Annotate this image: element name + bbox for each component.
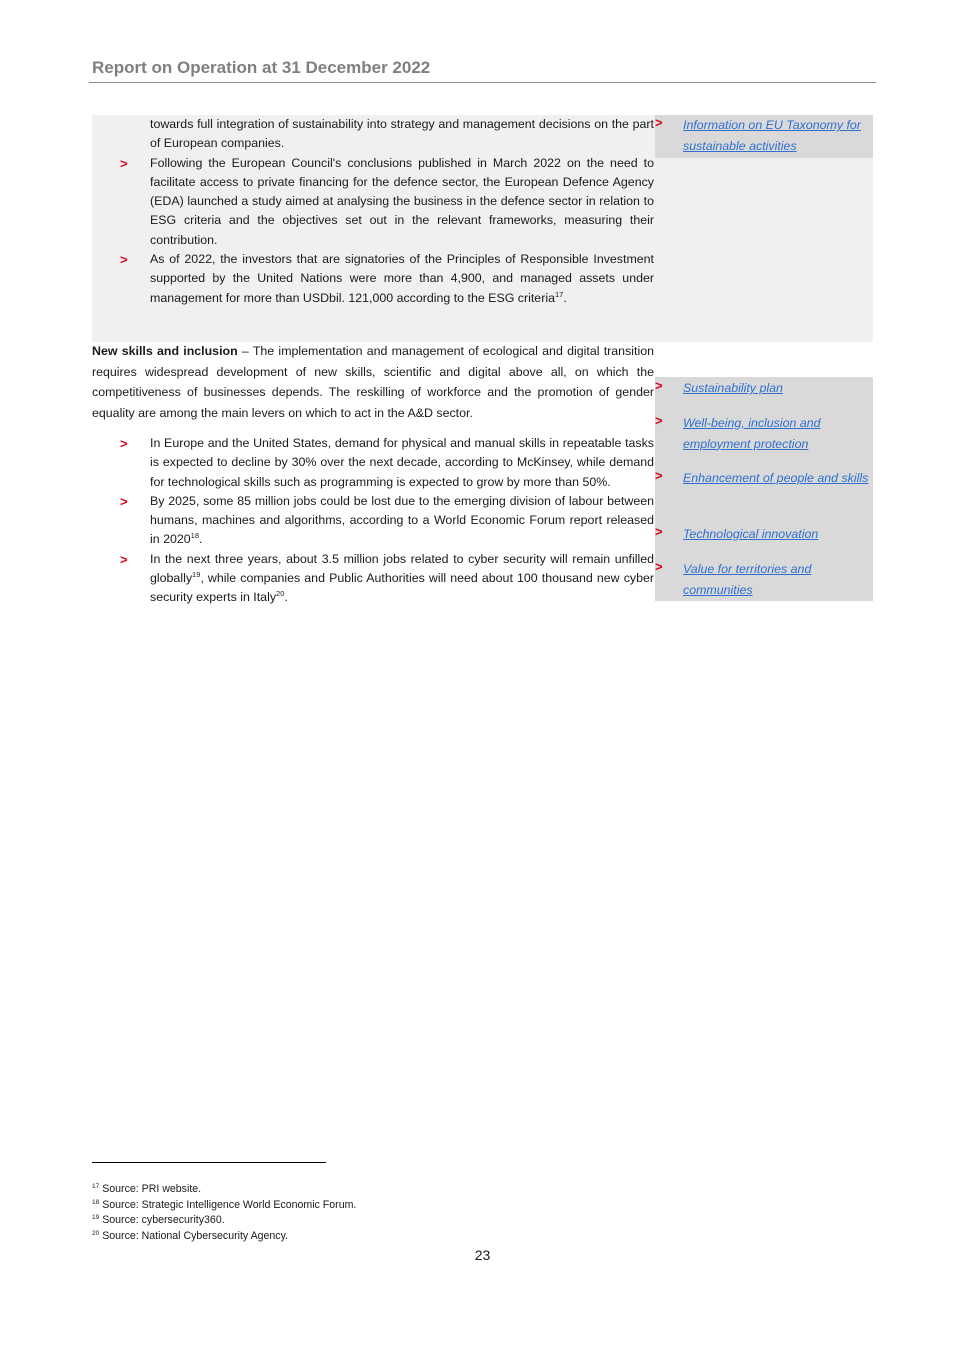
new-skills-bullet-list — [120, 434, 654, 608]
intro-continuation: towards full integration of sustainability into strategy and management decisions on the part of European companies. — [150, 117, 654, 151]
footnote-ref[interactable]: 19 — [192, 570, 201, 580]
footnote-text: Source: Strategic Intelligence World Economic Forum. — [102, 1198, 357, 1211]
list-item-text: In the next three years, about 3.5 million jobs related to cyber security will remain unfilled globally — [150, 551, 654, 586]
footnote — [92, 1229, 356, 1245]
list-item — [120, 250, 654, 308]
intro-bullet-list — [120, 115, 654, 308]
page-number: 23 — [474, 1247, 491, 1263]
list-item — [120, 550, 654, 608]
link-technological-innovation[interactable] — [655, 524, 870, 545]
link-sustainability-plan[interactable] — [655, 378, 870, 399]
footnotes — [92, 1182, 356, 1245]
footnote-number: 20 — [92, 1230, 100, 1238]
bullet-arrow-icon: > — [120, 155, 128, 171]
footnote — [92, 1182, 356, 1198]
bullet-arrow-icon: > — [120, 493, 128, 509]
footnote-ref[interactable]: 17 — [554, 289, 564, 299]
footnote-number: 19 — [92, 1214, 100, 1222]
list-item — [120, 154, 654, 250]
footnote-ref[interactable]: 18 — [190, 531, 199, 541]
link-label[interactable]: Enhancement of people and skills — [683, 471, 869, 485]
list-item-text: Following the European Council's conclusions published in March 2022 on the need to facilitate access to private financing for the defence sector, the European Defence Agency (EDA) launched a study aimed at analysing the business in the defence sector in relation to ESG criteria and the objectives set out in the relevant frameworks, measuring their contribution. — [150, 155, 654, 247]
list-item-text: By 2025, some 85 million jobs could be lost due to the emerging division of labour between humans, machines and algorithms, according to a World Economic Forum report released in 2020 — [150, 493, 654, 547]
list-item — [120, 434, 654, 492]
list-item-tail: . — [563, 290, 567, 305]
footnote-text: Source: cybersecurity360. — [102, 1214, 225, 1227]
link-arrow-icon: > — [655, 115, 663, 130]
link-arrow-icon: > — [655, 559, 663, 574]
link-arrow-icon: > — [655, 468, 663, 483]
link-territories-communities[interactable] — [655, 559, 870, 600]
link-label[interactable]: Well-being, inclusion and employment protection — [683, 416, 821, 451]
bullet-arrow-icon: > — [120, 551, 128, 567]
new-skills-paragraph — [92, 341, 654, 423]
bullet-arrow-icon: > — [120, 252, 128, 268]
footnote-text: Source: National Cybersecurity Agency. — [102, 1230, 289, 1243]
header-divider — [89, 82, 876, 83]
link-well-being[interactable] — [655, 413, 870, 454]
footnote-divider — [92, 1162, 326, 1163]
footnote — [92, 1213, 356, 1229]
link-label[interactable]: Technological innovation — [683, 527, 819, 541]
list-item-tail: . — [284, 590, 288, 605]
link-label[interactable]: Information on EU Taxonomy for sustainable activities — [683, 118, 861, 153]
footnote — [92, 1198, 356, 1214]
footnote-number: 17 — [92, 1183, 100, 1190]
footnote-text: Source: PRI website. — [102, 1183, 202, 1195]
footnote-ref[interactable]: 20 — [276, 589, 285, 599]
link-label[interactable]: Value for territories and communities — [683, 562, 812, 597]
link-arrow-icon: > — [655, 378, 663, 393]
section-heading: New skills and inclusion — [92, 344, 238, 358]
bullet-arrow-icon: > — [120, 436, 128, 451]
list-item-text: As of 2022, the investors that are signatories of the Principles of Responsible Investment supported by the United Nations were more than 4,900, and managed assets under management for more than USDbil. 121,000 according to the ESG criteria — [150, 252, 654, 305]
taxonomy-link[interactable] — [655, 115, 870, 156]
link-arrow-icon: > — [655, 524, 663, 539]
list-item — [120, 492, 654, 550]
paragraph-text: – The implementation and management of ecological and digital transition requires widespread development of new skills, scientific and digital above all, on which the competitiveness of businesses depends. The reskilling of workforce and the promotion of gender equality are among the main levers on which to act in the A&D sector. — [92, 344, 654, 420]
link-people-skills[interactable] — [655, 468, 870, 489]
report-title: Report on Operation at 31 December 2022 — [92, 58, 431, 77]
link-label[interactable]: Sustainability plan — [683, 381, 783, 395]
list-item-text-continued: , while companies and Public Authorities will need about 100 thousand new cyber security experts in Italy — [150, 571, 654, 605]
list-item-text: In Europe and the United States, demand for physical and manual skills in repeatable tasks is expected to decline by 30% over the next decade, according to McKinsey, while demand for technological skills such as programming is expected to grow by more than 50%. — [150, 436, 654, 489]
link-arrow-icon: > — [655, 413, 663, 428]
footnote-number: 18 — [92, 1198, 100, 1206]
list-item-tail: . — [199, 532, 203, 547]
